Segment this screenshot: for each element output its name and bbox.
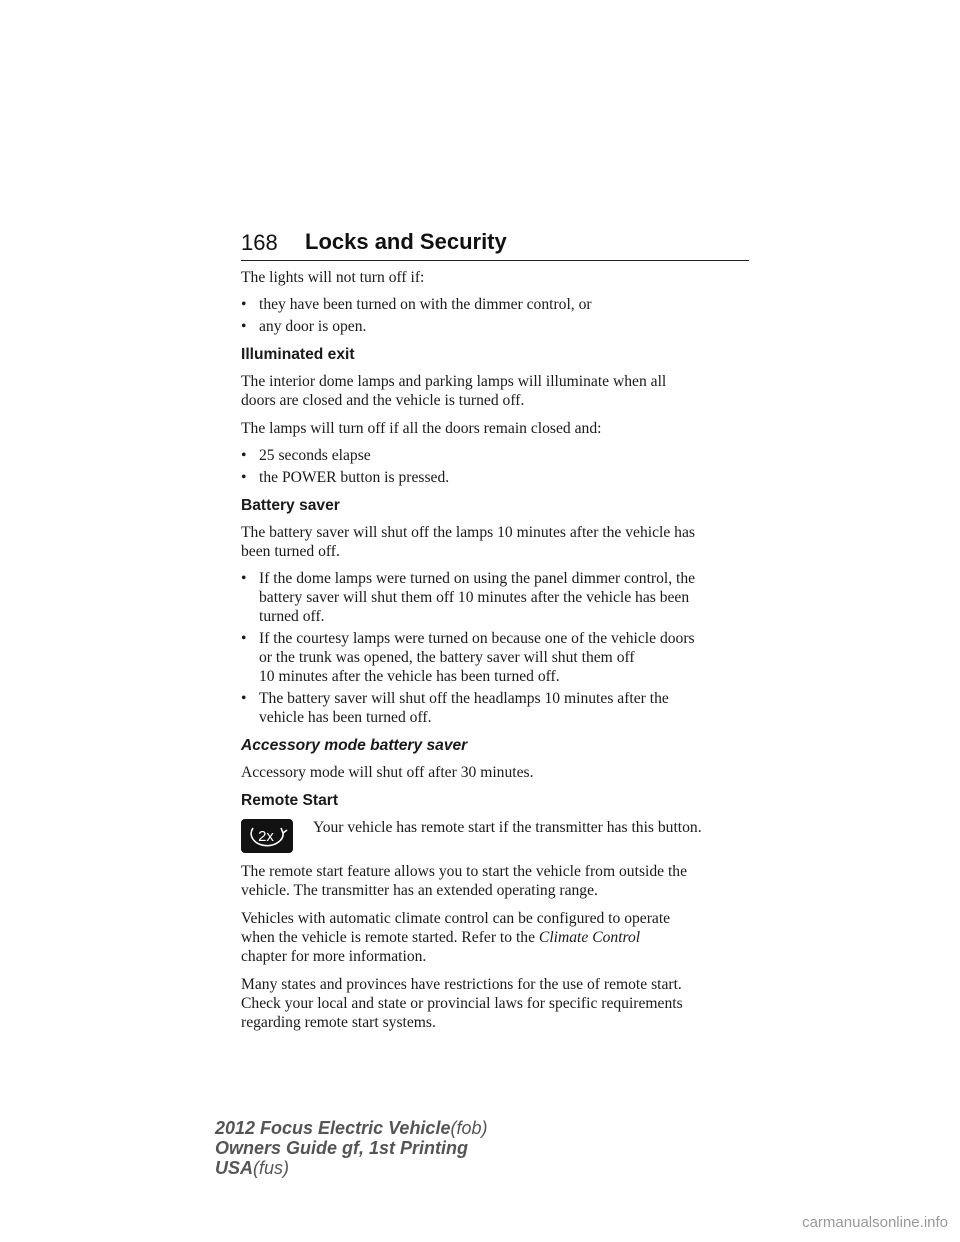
accessory-mode-heading: Accessory mode battery saver [241, 737, 468, 754]
list-item: • any door is open. [241, 318, 367, 335]
illuminated-exit-paragraph: The interior dome lamps and parking lamps will illuminate when all doors are closed and the vehicle is turned off. [241, 373, 667, 409]
footer-line-3: USA(fus) [215, 1158, 290, 1178]
page-footer [215, 1118, 487, 1178]
watermark: carmanualsonline.info [802, 1214, 948, 1231]
page-header [241, 228, 749, 261]
list-item: • If the courtesy lamps were turned on because one of the vehicle doors or the trunk was opened, the battery saver will shut them off 10 minutes after the vehicle has been turned off. [241, 630, 695, 685]
lights-intro: The lights will not turn off if: [241, 269, 425, 286]
list-item: • the POWER button is pressed. [241, 469, 450, 486]
remote-start-icon-label: 2x [258, 828, 274, 845]
remote-start-heading: Remote Start [241, 792, 339, 809]
remote-start-button-icon [241, 819, 293, 853]
climate-control-paragraph: Vehicles with automatic climate control can be configured to operate when the vehicle is remote started. Refer to the Climate Control chapter for more information. [241, 910, 671, 965]
list-item: • The battery saver will shut off the headlamps 10 minutes after the vehicle has been turned off. [241, 690, 669, 726]
list-item: • they have been turned on with the dimmer control, or [241, 296, 592, 313]
list-item: • If the dome lamps were turned on using the panel dimmer control, the battery saver will shut them off 10 minutes after the vehicle has been turned off. [241, 570, 696, 625]
restrictions-paragraph: Many states and provinces have restrictions for the use of remote start. Check your local and state or provincial laws for specific requirements regarding remote start systems. [241, 976, 683, 1031]
list-item: • 25 seconds elapse [241, 447, 371, 464]
illuminated-exit-conditions: The lamps will turn off if all the doors remain closed and: [241, 420, 602, 437]
page-number: 168 [241, 230, 278, 255]
footer-line-2: Owners Guide gf, 1st Printing [215, 1138, 469, 1158]
remote-start-icon-text: Your vehicle has remote start if the transmitter has this button. [313, 819, 702, 836]
battery-saver-paragraph: The battery saver will shut off the lamps 10 minutes after the vehicle has been turned off. [241, 524, 695, 560]
footer-line-1: 2012 Focus Electric Vehicle(fob) [215, 1118, 488, 1138]
accessory-mode-paragraph: Accessory mode will shut off after 30 minutes. [241, 764, 534, 781]
remote-start-paragraph: The remote start feature allows you to start the vehicle from outside the vehicle. The transmitter has an extended operating range. [241, 863, 688, 899]
climate-control-reference: Climate Control [538, 929, 641, 946]
battery-saver-heading: Battery saver [241, 497, 340, 514]
page-content [241, 268, 751, 1041]
illuminated-exit-heading: Illuminated exit [241, 346, 355, 363]
chapter-title: Locks and Security [305, 229, 507, 254]
remote-start-icon-row [241, 818, 751, 853]
